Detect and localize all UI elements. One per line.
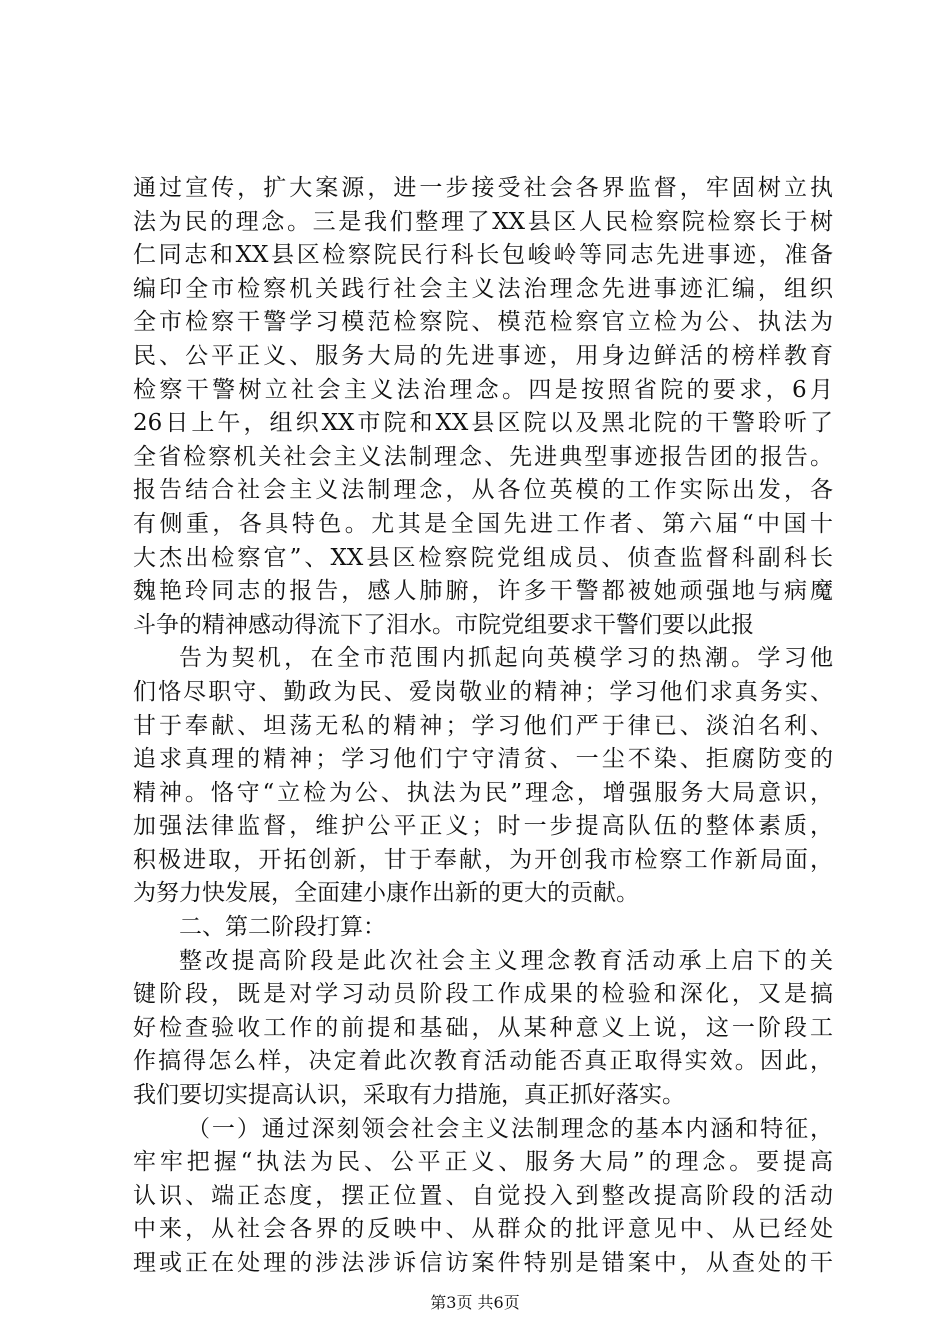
text-line: 有侧重，各具特色。尤其是全国先进工作者、第六届“中国十 — [133, 510, 833, 537]
text-line: 精神。恪守“立检为公、执法为民”理念，增强服务大局意识， — [133, 779, 833, 806]
text-line: 大杰出检察官”、XX县区检察院党组成员、侦查监督科副科长 — [133, 544, 833, 571]
document-body — [133, 172, 833, 1281]
text-line: 整改提高阶段是此次社会主义理念教育活动承上启下的关 — [179, 947, 833, 974]
text-line: 全市检察干警学习模范检察院、模范检察官立检为公、执法为 — [133, 309, 833, 336]
text-line: 民、公平正义、服务大局的先进事迹，用身边鲜活的榜样教育 — [133, 342, 833, 369]
text-line: 作搞得怎么样，决定着此次教育活动能否真正取得实效。因此， — [133, 1048, 833, 1075]
text-line: 牢牢把握“执法为民、公平正义、服务大局”的理念。要提高 — [133, 1149, 833, 1176]
text-line: 积极进取，开拓创新，甘于奉献，为开创我市检察工作新局面， — [133, 846, 833, 873]
text-line: 认识、端正态度，摆正位置、自觉投入到整改提高阶段的活动 — [133, 1182, 833, 1209]
text-line: 们恪尽职守、勤政为民、爱岗敬业的精神；学习他们求真务实、 — [133, 678, 833, 705]
text-line: 告为契机，在全市范围内抓起向英模学习的热潮。学习他 — [179, 645, 833, 672]
section-heading: 二、第二阶段打算： — [179, 914, 386, 941]
text-line: 26日上午，组织XX市院和XX县区院以及黑北院的干警聆听了 — [133, 410, 833, 437]
text-line: 编印全市检察机关践行社会主义法治理念先进事迹汇编，组织 — [133, 275, 833, 302]
text-line: 法为民的理念。三是我们整理了XX县区人民检察院检察长于树 — [133, 208, 833, 235]
text-line: 报告结合社会主义法制理念，从各位英模的工作实际出发，各 — [133, 477, 833, 504]
text-line: 通过宣传，扩大案源，进一步接受社会各界监督，牢固树立执 — [133, 175, 833, 201]
text-line: 甘于奉献、坦荡无私的精神；学习他们严于律已、淡泊名利、 — [133, 712, 833, 739]
text-line: 全省检察机关社会主义法制理念、先进典型事迹报告团的报告。 — [133, 443, 833, 470]
text-line: 检察干警树立社会主义法治理念。四是按照省院的要求，6月 — [133, 376, 833, 403]
text-line: 键阶段，既是对学习动员阶段工作成果的检验和深化，又是搞 — [133, 981, 833, 1008]
text-line: 为努力快发展，全面建小康作出新的更大的贡献。 — [133, 880, 639, 907]
text-line: 加强法律监督，维护公平正义；时一步提高队伍的整体素质， — [133, 813, 833, 840]
text-line: 斗争的精神感动得流下了泪水。市院党组要求干警们要以此报 — [133, 611, 754, 638]
text-line: 中来，从社会各界的反映中、从群众的批评意见中、从已经处 — [133, 1216, 833, 1243]
text-line: 理或正在处理的涉法涉诉信访案件特别是错案中，从查处的干 — [133, 1250, 833, 1276]
text-line: 魏艳玲同志的报告，感人肺腑，许多干警都被她顽强地与病魔 — [133, 578, 833, 605]
text-line: 仁同志和XX县区检察院民行科长包峻岭等同志先进事迹，准备 — [133, 242, 833, 269]
page-number: 第3页 共6页 — [430, 1293, 520, 1312]
text-line: 好检查验收工作的前提和基础，从某种意义上说，这一阶段工 — [133, 1014, 833, 1041]
text-line: （一）通过深刻领会社会主义法制理念的基本内涵和特征， — [187, 1115, 833, 1142]
text-line: 我们要切实提高认识，采取有力措施，真正抓好落实。 — [133, 1082, 685, 1109]
text-line: 追求真理的精神；学习他们宁守清贫、一尘不染、拒腐防变的 — [133, 746, 833, 773]
